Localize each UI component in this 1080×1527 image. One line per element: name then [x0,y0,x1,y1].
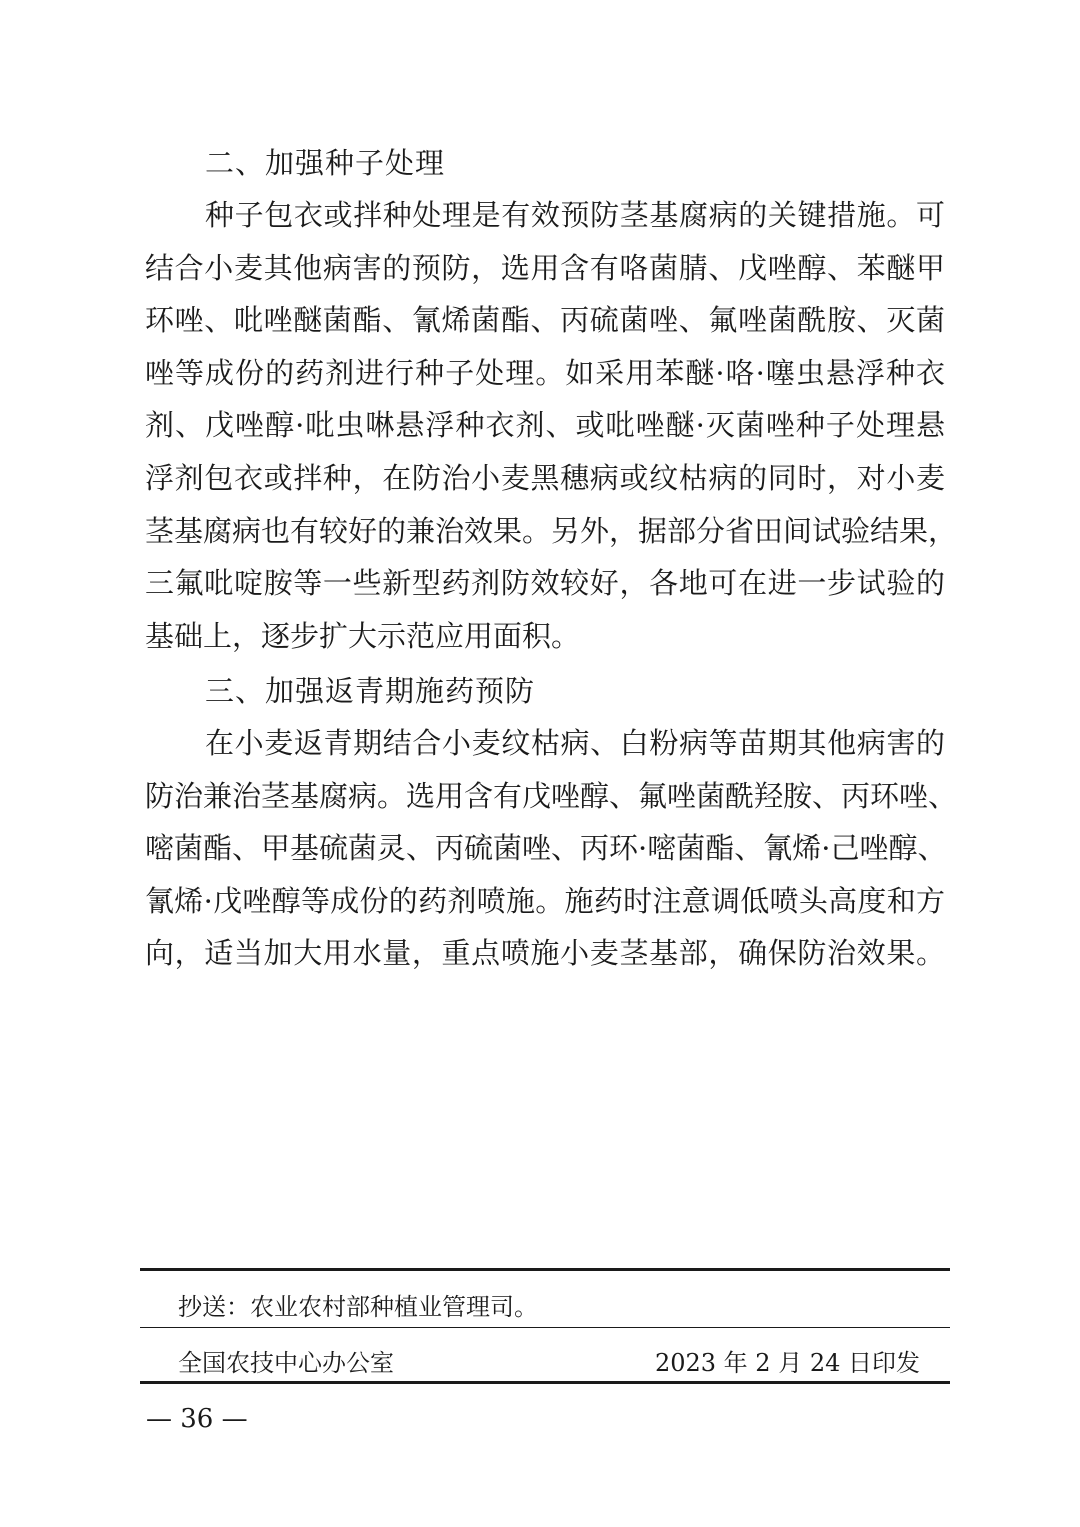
footer-middle-rule [140,1327,950,1328]
page-number: — 36 — [146,1404,248,1434]
paragraph-line: 唑等成份的药剂进行种子处理。如采用苯醚·咯·噻虫悬浮种衣 [145,355,945,390]
footer-top-rule [140,1268,950,1271]
paragraph-line: 浮剂包衣或拌种，在防治小麦黑穗病或纹枯病的同时，对小麦 [145,460,945,495]
paragraph-line: 嘧菌酯、甲基硫菌灵、丙硫菌唑、丙环·嘧菌酯、氰烯·己唑醇、 [145,831,947,866]
paragraph-line: 在小麦返青期结合小麦纹枯病、白粉病等苗期其他病害的 [205,726,945,760]
paragraph-line: 三氟吡啶胺等一些新型药剂防效较好，各地可在进一步试验的 [145,566,945,601]
paragraph-line: 种子包衣或拌种处理是有效预防茎基腐病的关键措施。可 [205,198,945,232]
issuer: 全国农技中心办公室 [178,1349,394,1377]
cc-line: 抄送：农业农村部种植业管理司。 [178,1293,538,1321]
section-3-paragraph [145,717,958,980]
paragraph-line: 剂、戊唑醇·吡虫啉悬浮种衣剂、或吡唑醚·灭菌唑种子处理悬 [145,408,945,443]
footer-bottom-rule [140,1381,950,1384]
paragraph-line: 防治兼治茎基腐病。选用含有戊唑醇、氟唑菌酰羟胺、丙环唑、 [145,778,958,813]
section-2-paragraph [145,189,958,662]
paragraph-line: 向，适当加大用水量，重点喷施小麦茎基部，确保防治效果。 [145,936,945,971]
paragraph-line: 环唑、吡唑醚菌酯、氰烯菌酯、丙硫菌唑、氟唑菌酰胺、灭菌 [145,303,945,338]
section-3-heading: 三、加强返青期施药预防 [205,674,536,708]
paragraph-line: 基础上，逐步扩大示范应用面积。 [145,618,581,653]
section-2-heading: 二、加强种子处理 [205,146,446,180]
paragraph-line: 茎基腐病也有较好的兼治效果。另外，据部分省田间试验结果， [145,513,958,548]
issue-date: 2023 年 2 月 24 日印发 [654,1349,920,1377]
paragraph-line: 氰烯·戊唑醇等成份的药剂喷施。施药时注意调低喷头高度和方 [145,883,945,918]
paragraph-line: 结合小麦其他病害的预防，选用含有咯菌腈、戊唑醇、苯醚甲 [145,250,945,285]
